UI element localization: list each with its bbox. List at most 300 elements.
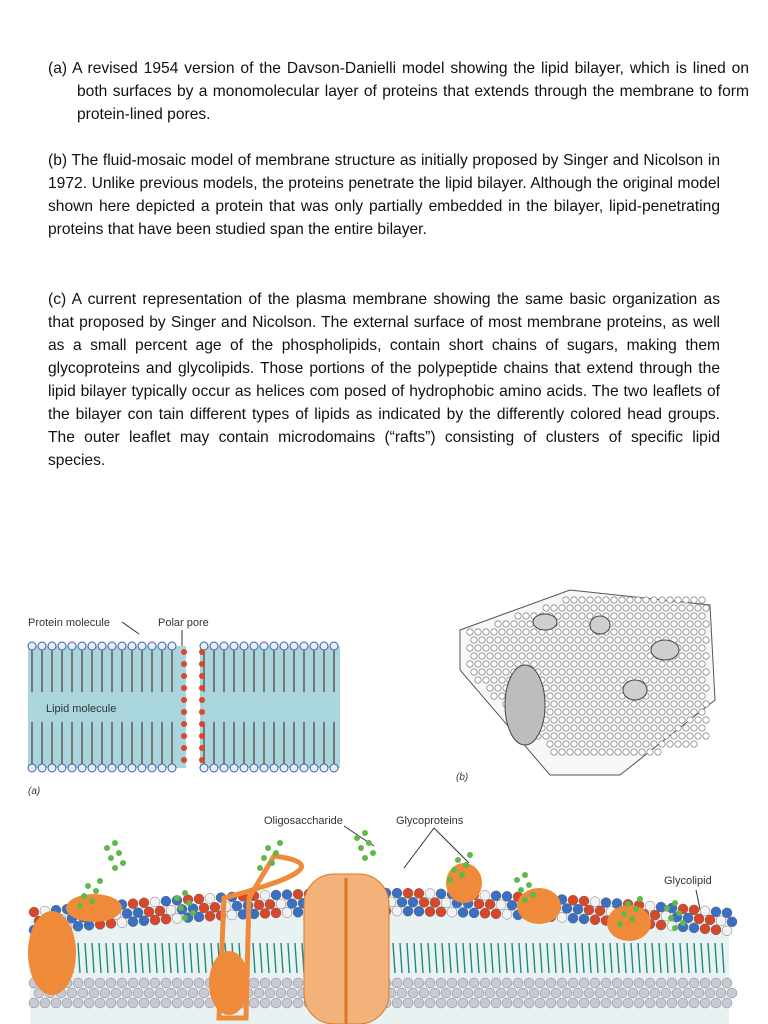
panel-letter-a: (a) <box>28 786 41 797</box>
lipid-head-dot <box>579 645 585 651</box>
lipid-head-dot <box>675 597 681 603</box>
lipid-head-dot <box>483 645 489 651</box>
lipid-head-dot <box>615 733 621 739</box>
lipid-head-dot <box>619 741 625 747</box>
lipid-head <box>496 900 506 910</box>
lipid-head-dot <box>567 685 573 691</box>
lipid-head-dot <box>639 605 645 611</box>
sugar-bead <box>672 900 678 906</box>
lipid-head <box>118 642 126 650</box>
label-protein-molecule: Protein molecule <box>28 617 110 629</box>
lipid-head-dot <box>643 677 649 683</box>
sugar-bead <box>190 910 196 916</box>
sugar-bead <box>530 892 536 898</box>
lipid-head-dot <box>651 709 657 715</box>
lipid-head-inner <box>188 988 198 998</box>
lipid-head-dot <box>607 669 613 675</box>
lipid-head <box>436 907 446 917</box>
lipid-head <box>205 893 215 903</box>
lipid-head-dot <box>543 733 549 739</box>
lipid-head-inner <box>254 988 264 998</box>
lipid-head-dot <box>543 669 549 675</box>
lipid-head-dot <box>475 677 481 683</box>
lipid-head-inner <box>700 998 710 1008</box>
lipid-head-dot <box>551 669 557 675</box>
lipid-head-dot <box>663 701 669 707</box>
lipid-head-dot <box>659 613 665 619</box>
lipid-head-dot <box>579 693 585 699</box>
lipid-head-dot <box>563 613 569 619</box>
lipid-head <box>403 888 413 898</box>
lipid-head-inner <box>502 978 512 988</box>
lipid-head <box>290 764 298 772</box>
lipid-head-inner <box>172 978 182 988</box>
lipid-head-inner <box>166 988 176 998</box>
lipid-head-inner <box>73 998 83 1008</box>
lipid-head <box>108 764 116 772</box>
lipid-head-dot <box>563 661 569 667</box>
lipid-head-inner <box>106 978 116 988</box>
lipid-head-dot <box>559 685 565 691</box>
lipid-head-dot <box>579 661 585 667</box>
lipid-head-dot <box>499 677 505 683</box>
lipid-head-dot <box>471 669 477 675</box>
lipid-head-dot <box>603 709 609 715</box>
lipid-head <box>590 915 600 925</box>
lipid-head-inner <box>62 998 72 1008</box>
lipid-head <box>425 889 435 899</box>
lipid-head-dot <box>619 645 625 651</box>
lipid-head <box>58 764 66 772</box>
lipid-head-inner <box>524 978 534 988</box>
lipid-head <box>254 900 264 910</box>
lipid-head-inner <box>639 988 649 998</box>
lipid-head-inner <box>678 978 688 988</box>
lipid-head-dot <box>635 645 641 651</box>
lipid-head-dot <box>555 629 561 635</box>
lipid-head-dot <box>683 725 689 731</box>
sugar-bead <box>668 915 674 921</box>
lipid-head-dot <box>615 669 621 675</box>
lipid-head-inner <box>29 998 39 1008</box>
lipid-head-dot <box>691 645 697 651</box>
lipid-head-dot <box>675 693 681 699</box>
lipid-head-dot <box>611 741 617 747</box>
pore-protein-bead <box>199 685 205 691</box>
lipid-head <box>419 897 429 907</box>
lipid-head <box>150 897 160 907</box>
lipid-head-dot <box>563 629 569 635</box>
lipid-head-dot <box>615 685 621 691</box>
lipid-head <box>711 925 721 935</box>
lipid-head-dot <box>543 637 549 643</box>
lipid-head-dot <box>503 637 509 643</box>
lipid-head-dot <box>587 725 593 731</box>
lipid-head-dot <box>539 645 545 651</box>
lipid-head-dot <box>683 693 689 699</box>
lipid-head-dot <box>667 709 673 715</box>
lipid-head-inner <box>117 978 127 988</box>
lipid-head <box>280 764 288 772</box>
lipid-head-dot <box>619 629 625 635</box>
lipid-head-dot <box>703 685 709 691</box>
lipid-head-inner <box>392 978 402 988</box>
lipid-head <box>414 906 424 916</box>
lipid-head-dot <box>655 701 661 707</box>
lipid-head-inner <box>392 998 402 1008</box>
lipid-head-dot <box>547 645 553 651</box>
lipid-head-dot <box>523 613 529 619</box>
lipid-head-dot <box>567 653 573 659</box>
lipid-head-dot <box>623 749 629 755</box>
lipid-head <box>260 908 270 918</box>
lipid-head <box>68 642 76 650</box>
lipid-head-dot <box>595 645 601 651</box>
lipid-head-dot <box>471 637 477 643</box>
sugar-bead <box>455 857 461 863</box>
glycoprotein-2 <box>517 888 561 924</box>
protein-b3 <box>651 640 679 660</box>
lipid-head-inner <box>84 998 94 1008</box>
lipid-head-inner <box>716 988 726 998</box>
lipid-head-dot <box>619 613 625 619</box>
lipid-head-dot <box>575 733 581 739</box>
lipid-head-dot <box>651 661 657 667</box>
lipid-head-inner <box>551 988 561 998</box>
lipid-head-dot <box>635 725 641 731</box>
lipid-head-dot <box>491 677 497 683</box>
lipid-head-dot <box>627 613 633 619</box>
lipid-head-dot <box>551 701 557 707</box>
lipid-head-dot <box>551 717 557 723</box>
lipid-head-dot <box>475 645 481 651</box>
lipid-head <box>270 764 278 772</box>
lipid-head-inner <box>260 978 270 988</box>
lipid-head-dot <box>683 741 689 747</box>
lipid-head-inner <box>150 998 160 1008</box>
lipid-head <box>68 764 76 772</box>
lipid-head-dot <box>551 605 557 611</box>
lipid-head-dot <box>679 701 685 707</box>
pore-protein-bead <box>181 673 187 679</box>
lipid-head-dot <box>691 725 697 731</box>
lipid-head-dot <box>531 661 537 667</box>
lipid-head-inner <box>199 988 209 998</box>
lipid-head-dot <box>535 637 541 643</box>
lipid-head-dot <box>571 725 577 731</box>
lipid-head-dot <box>555 709 561 715</box>
sugar-bead <box>182 890 188 896</box>
pore-protein-bead <box>199 673 205 679</box>
lipid-head-dot <box>671 621 677 627</box>
lipid-head <box>700 924 710 934</box>
lipid-head <box>48 764 56 772</box>
lipid-head-dot <box>559 701 565 707</box>
lipid-head-dot <box>555 693 561 699</box>
sugar-bead <box>186 900 192 906</box>
lipid-head-dot <box>599 733 605 739</box>
lipid-head-dot <box>495 637 501 643</box>
lipid-head-dot <box>615 605 621 611</box>
sugar-bead <box>522 872 528 878</box>
lipid-head-dot <box>587 677 593 683</box>
lipid-head-dot <box>587 661 593 667</box>
lipid-head-inner <box>100 988 110 998</box>
lipid-head-dot <box>611 677 617 683</box>
lipid-head-inner <box>595 988 605 998</box>
lipid-head-dot <box>611 629 617 635</box>
bilayer-right-block <box>200 646 340 768</box>
sugar-bead <box>621 911 627 917</box>
lipid-head-dot <box>647 685 653 691</box>
lipid-head-inner <box>430 988 440 998</box>
lipid-head-inner <box>469 998 479 1008</box>
lipid-head-dot <box>563 645 569 651</box>
lipid-head-dot <box>583 605 589 611</box>
lipid-head-dot <box>659 677 665 683</box>
lipid-head-inner <box>447 978 457 988</box>
lipid-head-dot <box>571 613 577 619</box>
lipid-head-dot <box>603 725 609 731</box>
lipid-head-dot <box>491 693 497 699</box>
lipid-head-dot <box>603 677 609 683</box>
lipid-head-dot <box>487 685 493 691</box>
lipid-head-dot <box>659 741 665 747</box>
lipid-head <box>293 907 303 917</box>
panel-letter-b: (b) <box>456 772 469 783</box>
lipid-head <box>138 642 146 650</box>
sugar-bead <box>358 845 364 851</box>
lipid-head-dot <box>659 725 665 731</box>
lipid-head <box>280 642 288 650</box>
lipid-head-dot <box>587 613 593 619</box>
lipid-head-dot <box>571 645 577 651</box>
protein-c-left-edge <box>28 911 76 995</box>
sugar-bead <box>633 906 639 912</box>
lipid-head-dot <box>667 725 673 731</box>
lipid-head-dot <box>699 613 705 619</box>
lipid-head-dot <box>591 701 597 707</box>
lipid-head-dot <box>563 693 569 699</box>
lipid-head <box>150 915 160 925</box>
lipid-head-dot <box>587 645 593 651</box>
lipid-head-dot <box>667 613 673 619</box>
lipid-head-dot <box>691 629 697 635</box>
lipid-head-dot <box>643 645 649 651</box>
lipid-head-dot <box>563 677 569 683</box>
lipid-head <box>485 899 495 909</box>
lipid-head-dot <box>587 709 593 715</box>
lipid-head-inner <box>513 998 523 1008</box>
lipid-head-dot <box>503 621 509 627</box>
lipid-head-inner <box>474 988 484 998</box>
lipid-head-dot <box>467 661 473 667</box>
lipid-head-dot <box>655 685 661 691</box>
sugar-bead <box>459 872 465 878</box>
lipid-head-dot <box>519 621 525 627</box>
lipid-head-inner <box>727 988 737 998</box>
lipid-head-inner <box>579 998 589 1008</box>
lipid-head-dot <box>639 621 645 627</box>
lipid-head-dot <box>591 653 597 659</box>
lipid-head <box>425 907 435 917</box>
lipid-head-inner <box>480 978 490 988</box>
lipid-head-dot <box>663 733 669 739</box>
lipid-head <box>320 642 328 650</box>
lipid-head-inner <box>287 988 297 998</box>
lipid-head-inner <box>122 988 132 998</box>
lipid-head-dot <box>619 677 625 683</box>
paragraph-b: (b) The fluid-mosaic model of membrane structure as initially proposed by Singer and Nicolson in 1972. Unlike previous models, the proteins penetrate the lipid bilayer. Although the original model shown here depicted a protein that was only partially embedded in the bilayer, lipid-penetrating proteins that have been studied span the entire bilayer. <box>48 152 720 238</box>
lipid-head <box>205 911 215 921</box>
lipid-head-inner <box>403 978 413 988</box>
lipid-head-dot <box>659 661 665 667</box>
lipid-head-inner <box>447 998 457 1008</box>
lipid-head-dot <box>703 669 709 675</box>
lipid-head <box>139 898 149 908</box>
lipid-head-dot <box>527 653 533 659</box>
lipid-head-dot <box>699 629 705 635</box>
lipid-head-dot <box>575 637 581 643</box>
lipid-head-dot <box>571 693 577 699</box>
lipid-head-dot <box>495 621 501 627</box>
lipid-head-inner <box>661 988 671 998</box>
lipid-head <box>491 891 501 901</box>
lipid-head-inner <box>623 978 633 988</box>
lipid-head-inner <box>161 998 171 1008</box>
lipid-head <box>590 897 600 907</box>
lipid-head <box>271 908 281 918</box>
sugar-bead <box>526 882 532 888</box>
lipid-head-dot <box>615 717 621 723</box>
lipid-head-dot <box>615 749 621 755</box>
figure-c-plasma-membrane <box>24 808 744 1024</box>
lipid-head-dot <box>599 685 605 691</box>
lipid-head <box>458 907 468 917</box>
lipid-head-dot <box>595 709 601 715</box>
lipid-head-dot <box>671 701 677 707</box>
lipid-head-dot <box>627 709 633 715</box>
lipid-head-dot <box>559 717 565 723</box>
lipid-head-dot <box>499 629 505 635</box>
lipid-head-dot <box>663 717 669 723</box>
lipid-head-dot <box>695 733 701 739</box>
lipid-head-dot <box>623 621 629 627</box>
lipid-head-dot <box>599 637 605 643</box>
lipid-head-dot <box>575 653 581 659</box>
lipid-head-dot <box>699 725 705 731</box>
lipid-head-inner <box>441 988 451 998</box>
lipid-head <box>250 642 258 650</box>
lipid-head-dot <box>555 645 561 651</box>
lipid-head <box>320 764 328 772</box>
lipid-head-dot <box>479 669 485 675</box>
lipid-head-inner <box>436 998 446 1008</box>
lipid-head-dot <box>627 629 633 635</box>
lipid-head-dot <box>623 733 629 739</box>
lipid-head-dot <box>687 669 693 675</box>
lipid-head-dot <box>683 629 689 635</box>
lipid-head-dot <box>695 717 701 723</box>
lipid-head <box>705 915 715 925</box>
lipid-head-inner <box>722 998 732 1008</box>
label-polar-pore: Polar pore <box>158 617 209 629</box>
lipid-head-dot <box>591 733 597 739</box>
lipid-head-dot <box>639 669 645 675</box>
lipid-head <box>491 909 501 919</box>
lipid-head <box>689 923 699 933</box>
lipid-head <box>38 642 46 650</box>
lipid-head-dot <box>483 629 489 635</box>
lipid-head-dot <box>643 709 649 715</box>
lipid-head <box>88 642 96 650</box>
lipid-head-dot <box>575 621 581 627</box>
lipid-head <box>158 642 166 650</box>
lipid-head-dot <box>655 717 661 723</box>
sugar-bead <box>77 903 83 909</box>
lipid-head-dot <box>683 645 689 651</box>
lipid-head-dot <box>547 661 553 667</box>
sugar-bead <box>120 860 126 866</box>
label-oligosaccharide: Oligosaccharide <box>264 815 343 827</box>
lipid-head-dot <box>543 653 549 659</box>
lipid-head <box>447 907 457 917</box>
lipid-head-inner <box>172 998 182 1008</box>
lipid-head-inner <box>705 988 715 998</box>
lipid-head-dot <box>507 661 513 667</box>
lipid-head-dot <box>627 725 633 731</box>
sugar-bead <box>93 888 99 894</box>
lipid-head-dot <box>527 621 533 627</box>
lipid-head-dot <box>571 677 577 683</box>
lipid-head <box>645 901 655 911</box>
lipid-head-dot <box>703 605 709 611</box>
lipid-head-inner <box>656 998 666 1008</box>
lipid-head <box>148 764 156 772</box>
lipid-head <box>474 899 484 909</box>
lipid-head-dot <box>555 661 561 667</box>
lipid-head-dot <box>591 717 597 723</box>
lipid-head-inner <box>282 998 292 1008</box>
lipid-head-dot <box>631 605 637 611</box>
lipid-head-dot <box>547 677 553 683</box>
lipid-head <box>108 642 116 650</box>
lipid-head-dot <box>687 701 693 707</box>
lipid-head-inner <box>656 978 666 988</box>
lipid-head-dot <box>683 613 689 619</box>
lipid-head-inner <box>95 998 105 1008</box>
pore-protein-bead <box>181 721 187 727</box>
lipid-head-inner <box>183 998 193 1008</box>
lipid-head-dot <box>671 685 677 691</box>
lipid-head-dot <box>651 725 657 731</box>
lipid-head <box>441 898 451 908</box>
lipid-head-dot <box>583 733 589 739</box>
lipid-head-dot <box>587 693 593 699</box>
lipid-head-dot <box>511 621 517 627</box>
lipid-head <box>138 764 146 772</box>
lipid-head-dot <box>635 661 641 667</box>
lipid-head-inner <box>700 978 710 988</box>
lipid-head-dot <box>579 597 585 603</box>
lipid-head-dot <box>591 605 597 611</box>
lipid-head <box>250 764 258 772</box>
lipid-head-dot <box>603 693 609 699</box>
lipid-head-dot <box>551 637 557 643</box>
sugar-bead <box>116 850 122 856</box>
lipid-head-inner <box>425 998 435 1008</box>
lipid-head-dot <box>599 717 605 723</box>
